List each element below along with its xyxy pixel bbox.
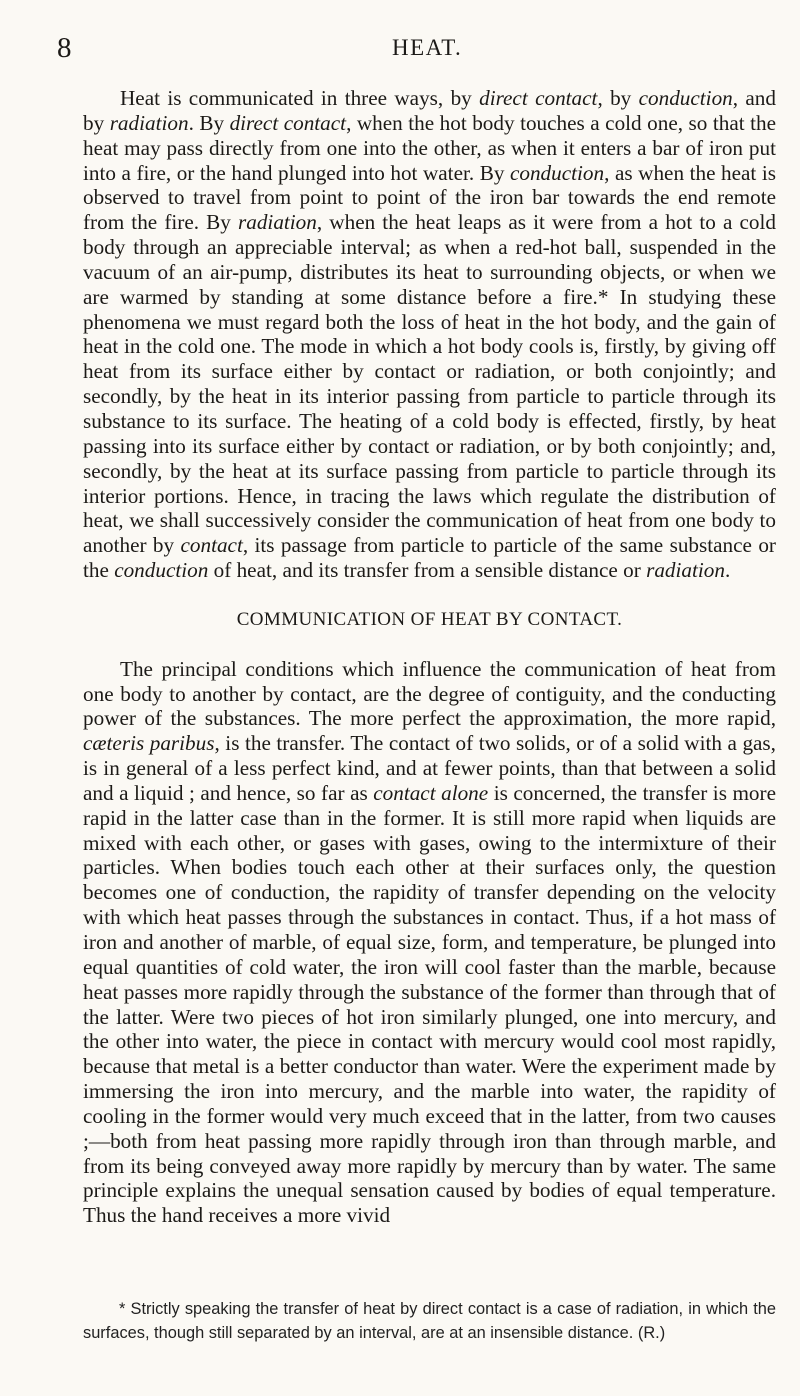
footnote: * Strictly speaking the transfer of heat by direct contact is a case of radiation, in which the surfaces, though still separated by an interval, are at an insensible distance. (R.) (83, 1300, 776, 1342)
italic-term: radiation (238, 210, 317, 235)
running-head: HEAT. (392, 35, 463, 60)
text-run: , is the transfer. The contact of two solids, or of a solid with a gas, is in general of a less perfect kind, and at fewer points, than that between a solid and a liquid ; and hence, so far as (83, 731, 776, 805)
text-run: , when the heat leaps as it were from a hot to a cold body through an appreciable interval; as when a red-hot ball, suspended in the vacuum of an air-pump, distributes its heat to surrounding objects, or when we are warmed by standing at some distance before a fire.* In studying these phenomena we must regard both the loss of heat in the hot body, and the gain of heat in the cold one. The mode in which a hot body cools is, firstly, by giving off heat from its surface either by contact or radiation, or both conjointly; and secondly, by the heat in its interior passing from particle to particle through its substance to its surface. The heating of a cold body is effected, firstly, by heat passing into its surface either by contact or radiation, or by both conjointly; and, secondly, by the heat at its surface passing from particle to particle through its interior portions. Hence, in tracing the laws which regulate the distribution of heat, we shall successively consider the communication of heat from one body to another by (83, 210, 776, 558)
text-run: , by (597, 86, 639, 110)
text-run: , and by (83, 86, 776, 135)
text-run: . (724, 558, 731, 583)
section-heading: COMMUNICATION OF HEAT BY CONTACT. (236, 608, 623, 630)
italic-term: conduction (638, 86, 733, 110)
text-run: , its passage from particle to particle of the same substance or the (83, 533, 776, 583)
paragraph-contact (83, 657, 776, 1228)
italic-term: conduction (114, 558, 209, 583)
page-number: 8 (57, 32, 72, 64)
text-run: The principal conditions which influence the communication of heat from one body to another by contact, are the degree of contiguity, and the conducting power of the substances. The more perfect the approximation, the more rapid, (83, 656, 776, 731)
italic-term: radiation (646, 558, 725, 583)
text-run: , as when the heat is observed to travel from point to point of the iron bar towards the end remote from the fire. By (83, 160, 776, 235)
text-run: of heat, and its transfer from a sensible distance or (208, 558, 647, 583)
italic-term: direct contact (229, 110, 347, 135)
italic-term: cæteris paribus (83, 731, 215, 756)
text-run: is concerned, the transfer is more rapid in the latter case than in the former. It is still more rapid when liquids are mixed with each other, or gases with gases, owing to the intermixture of their particles. When bodies touch each other at their surfaces only, the question becomes one of conduction, the rapidity of transfer depending on the velocity with which heat passes through the substances in contact. Thus, if a hot mass of iron and another of marble, of equal size, form, and temperature, be plunged into equal quantities of cold water, the iron will cool faster than the marble, because heat passes more rapidly through the substance of the former than through that of the latter. Were two pieces of hot iron similarly plunged, one into mercury, and the other into water, the piece in contact with mercury would cool most rapidly, because that metal is a better conductor than water. Were the experiment made by immersing the iron into mercury, and the marble into water, the rapidity of cooling in the former would very much exceed that in the latter, from two causes ;—both from heat passing more rapidly through iron than through marble, and from its being conveyed away more rapidly by mercury than by water. The same principle explains the unequal sensation caused by bodies of equal temperature. Thus the hand receives a more vivid (83, 780, 776, 1228)
body-text (83, 86, 776, 1228)
italic-term: contact (180, 533, 243, 558)
text-run: , when the hot body touches a cold one, so that the heat may pass directly from one into the other, as when it enters a bar of iron put into a fire, or the hand plunged into hot water. By (83, 110, 777, 185)
italic-term: radiation (109, 110, 189, 135)
italic-term: conduction (509, 160, 605, 185)
text-run: . By (188, 110, 230, 135)
paragraph-intro (83, 86, 776, 583)
italic-term: direct contact (479, 86, 598, 110)
italic-term: contact alone (373, 780, 489, 805)
text-run: Heat is communicated in three ways, by (120, 86, 480, 110)
